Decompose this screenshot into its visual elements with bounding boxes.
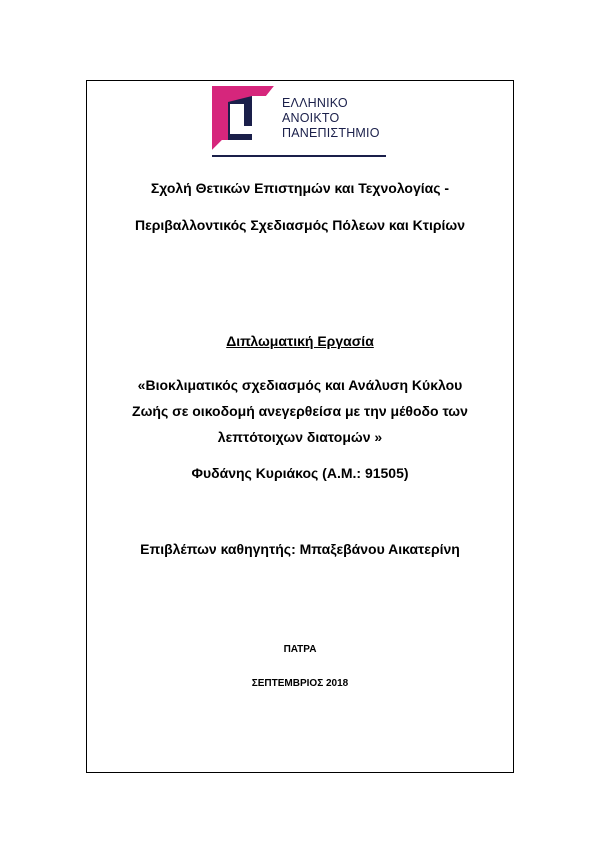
- logo-text-line: ΑΝΟΙΚΤΟ: [282, 111, 340, 125]
- school-name: Σχολή Θετικών Επιστημών και Τεχνολογίας -: [150, 180, 450, 196]
- thesis-title-line: «Βιοκλιματικός σχεδιασμός και Ανάλυση Κύκλου: [137, 377, 463, 393]
- department-name: Περιβαλλοντικός Σχεδιασμός Πόλεων και Κτιρίων: [134, 217, 466, 233]
- supervisor: Επιβλέπων καθηγητής: Μπαξεβάνου Αικατερίνη: [140, 541, 460, 557]
- university-logo-icon: [212, 86, 274, 150]
- thesis-title-line: Ζωής σε οικοδομή ανεγερθείσα με την μέθοδο των: [132, 403, 468, 419]
- logo-text: [282, 96, 380, 141]
- thesis-title: [86, 372, 514, 450]
- thesis-title-line: λεπτότοιχων διατομών »: [217, 429, 383, 445]
- document-type: Διπλωματική Εργασία: [226, 333, 374, 349]
- city: ΠΑΤΡΑ: [283, 644, 317, 655]
- logo-text-line: ΕΛΛΗΝΙΚΟ: [282, 96, 348, 110]
- author: Φυδάνης Κυριάκος (Α.Μ.: 91505): [191, 465, 409, 481]
- university-logo: [212, 86, 386, 158]
- logo-underline: [212, 155, 386, 157]
- logo-text-line: ΠΑΝΕΠΙΣΤΗΜΙΟ: [282, 126, 380, 140]
- date: ΣΕΠΤΕΜΒΡΙΟΣ 2018: [251, 678, 349, 689]
